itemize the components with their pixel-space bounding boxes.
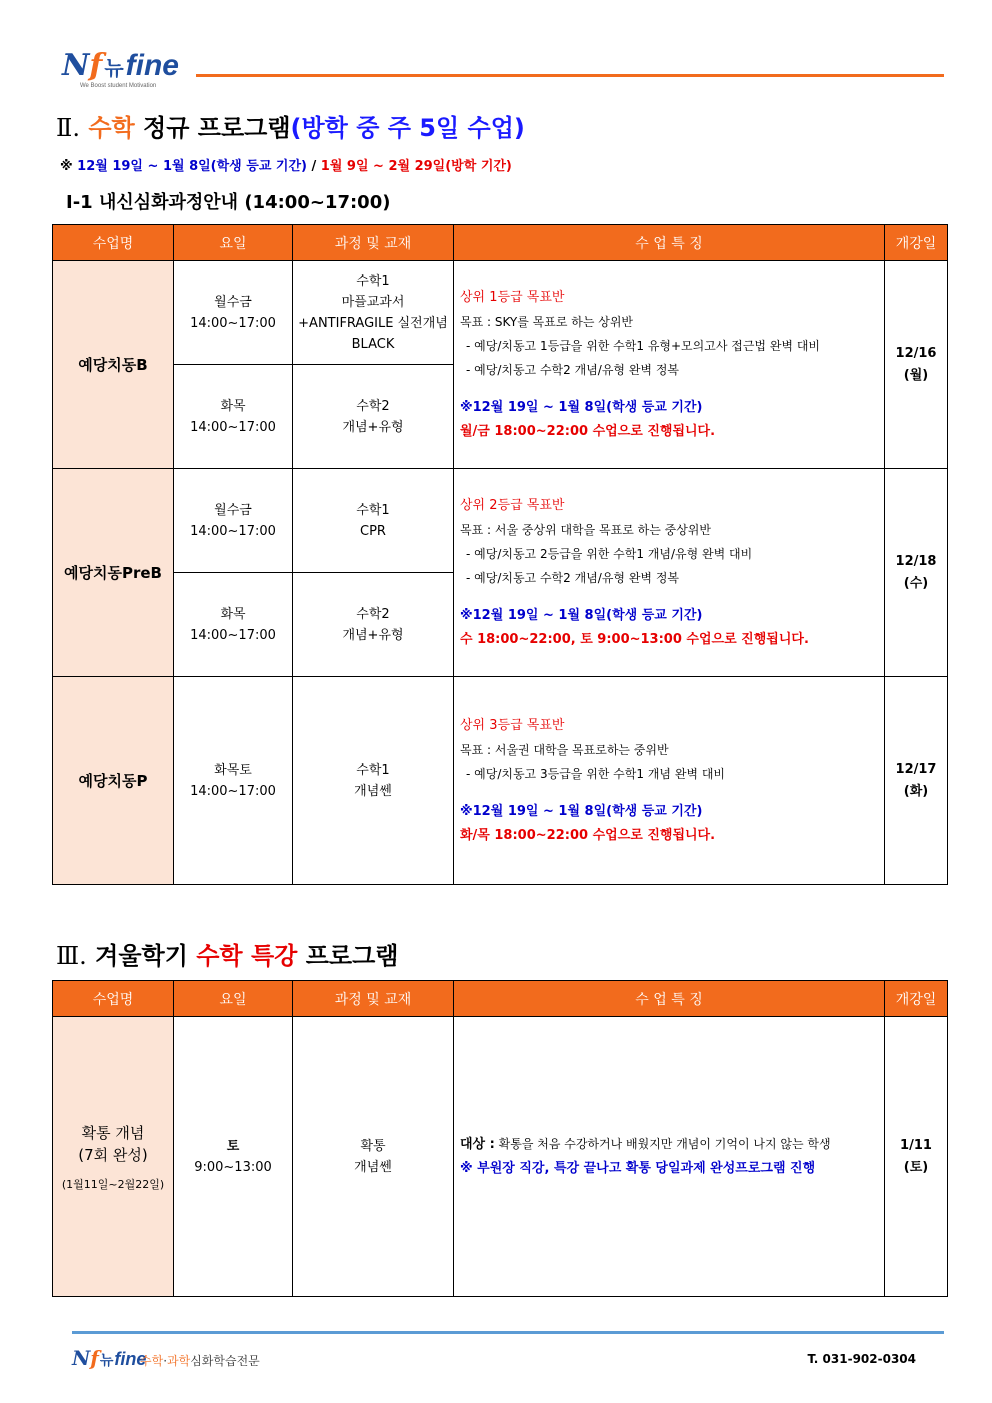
logo-mark: Nf (72, 1346, 99, 1370)
class-schedule: 화목토 14:00~17:00 (174, 677, 293, 885)
header-divider (196, 74, 944, 77)
class-name: 예당치동PreB (53, 469, 174, 677)
class-course: 수학1 마플교과서 +ANTIFRAGILE 실전개념 BLACK (293, 261, 454, 365)
class-course: 수학2 개념+유형 (293, 573, 454, 677)
class-feature: 대상 : 확통을 처음 수강하거나 배웠지만 개념이 기억이 나지 않는 학생 ※ 부원장 직강, 특강 끝나고 확통 당일과제 완성프로그램 진행 (454, 1017, 885, 1297)
table-row (53, 1017, 948, 1297)
class-feature: 상위 3등급 목표반 목표 : 서울권 대학을 목표로하는 중위반 - 예당/치동고 3등급을 위한 수학1 개념 완벽 대비 ※12월 19일 ~ 1월 8일(학생 등교 기간) 화/목 18:00~22:00 수업으로 진행됩니다. (454, 677, 885, 885)
logo-fine: fine (125, 49, 179, 82)
header-course: 과정 및 교재 (293, 981, 454, 1017)
table-header-row (53, 981, 948, 1017)
class-name: 예당치동B (53, 261, 174, 469)
class-open-date: 12/16 (월) (885, 261, 948, 469)
header-name: 수업명 (53, 225, 174, 261)
class-open-date: 12/17 (화) (885, 677, 948, 885)
logo-tagline: We Boost student Motivation (80, 83, 157, 89)
class-course: 수학1 개념쎈 (293, 677, 454, 885)
brand-logo (62, 48, 179, 83)
header-feature: 수 업 특 징 (454, 225, 885, 261)
class-name: 예당치동P (53, 677, 174, 885)
footer-logo (72, 1346, 146, 1370)
logo-mark: Nf (62, 48, 103, 83)
header-name: 수업명 (53, 981, 174, 1017)
header-open: 개강일 (885, 981, 948, 1017)
class-course: 수학1 CPR (293, 469, 454, 573)
class-schedule: 화목 14:00~17:00 (174, 365, 293, 469)
special-program-table (52, 980, 948, 1297)
period-note: ※ 12월 19일 ~ 1월 8일(학생 등교 기간) / 1월 9일 ~ 2월 29일(방학 기간) (60, 159, 512, 174)
table-row (53, 677, 948, 885)
class-course: 확통 개념쎈 (293, 1017, 454, 1297)
footer-phone: T. 031-902-0304 (807, 1352, 916, 1366)
class-schedule: 화목 14:00~17:00 (174, 573, 293, 677)
regular-program-table (52, 224, 948, 885)
logo-fine: fine (114, 1349, 147, 1369)
class-open-date: 12/18 (수) (885, 469, 948, 677)
section2-title: Ⅱ. 수학 정규 프로그램(방학 중 주 5일 수업) (56, 114, 525, 142)
class-schedule: 월수금 14:00~17:00 (174, 469, 293, 573)
table-row (53, 469, 948, 573)
footer-divider (72, 1331, 944, 1334)
class-name: 확통 개념 (7회 완성) (1월11일~2월22일) (53, 1017, 174, 1297)
section3-title: Ⅲ. 겨울학기 수학 특강 프로그램 (56, 942, 399, 970)
footer-tagline: 수학·과학심화학습전문 (140, 1354, 260, 1368)
class-feature: 상위 1등급 목표반 목표 : SKY를 목표로 하는 상위반 - 예당/치동고 1등급을 위한 수학1 유형+모의고사 접근법 완벽 대비 - 예당/치동고 수학2 개념/유형 완벽 정복 ※12월 19일 ~ 1월 8일(학생 등교 기간) 월/금 18:00~22:00 수업으로 진행됩니다. (454, 261, 885, 469)
class-schedule: 토 9:00~13:00 (174, 1017, 293, 1297)
logo-korean: 뉴 (99, 1353, 114, 1369)
header-day: 요일 (174, 981, 293, 1017)
table-header-row (53, 225, 948, 261)
class-schedule: 월수금 14:00~17:00 (174, 261, 293, 365)
logo-korean: 뉴 (104, 56, 124, 80)
table-row (53, 261, 948, 365)
header-day: 요일 (174, 225, 293, 261)
class-feature: 상위 2등급 목표반 목표 : 서울 중상위 대학을 목표로 하는 중상위반 - 예당/치동고 2등급을 위한 수학1 개념/유형 완벽 대비 - 예당/치동고 수학2 개념/유형 완벽 정복 ※12월 19일 ~ 1월 8일(학생 등교 기간) 수 18:00~22:00, 토 9:00~13:00 수업으로 진행됩니다. (454, 469, 885, 677)
class-course: 수학2 개념+유형 (293, 365, 454, 469)
header-course: 과정 및 교재 (293, 225, 454, 261)
header-open: 개강일 (885, 225, 948, 261)
class-open-date: 1/11 (토) (885, 1017, 948, 1297)
course-subheading: Ⅰ-1 내신심화과정안내 (14:00~17:00) (66, 192, 391, 213)
header-feature: 수 업 특 징 (454, 981, 885, 1017)
